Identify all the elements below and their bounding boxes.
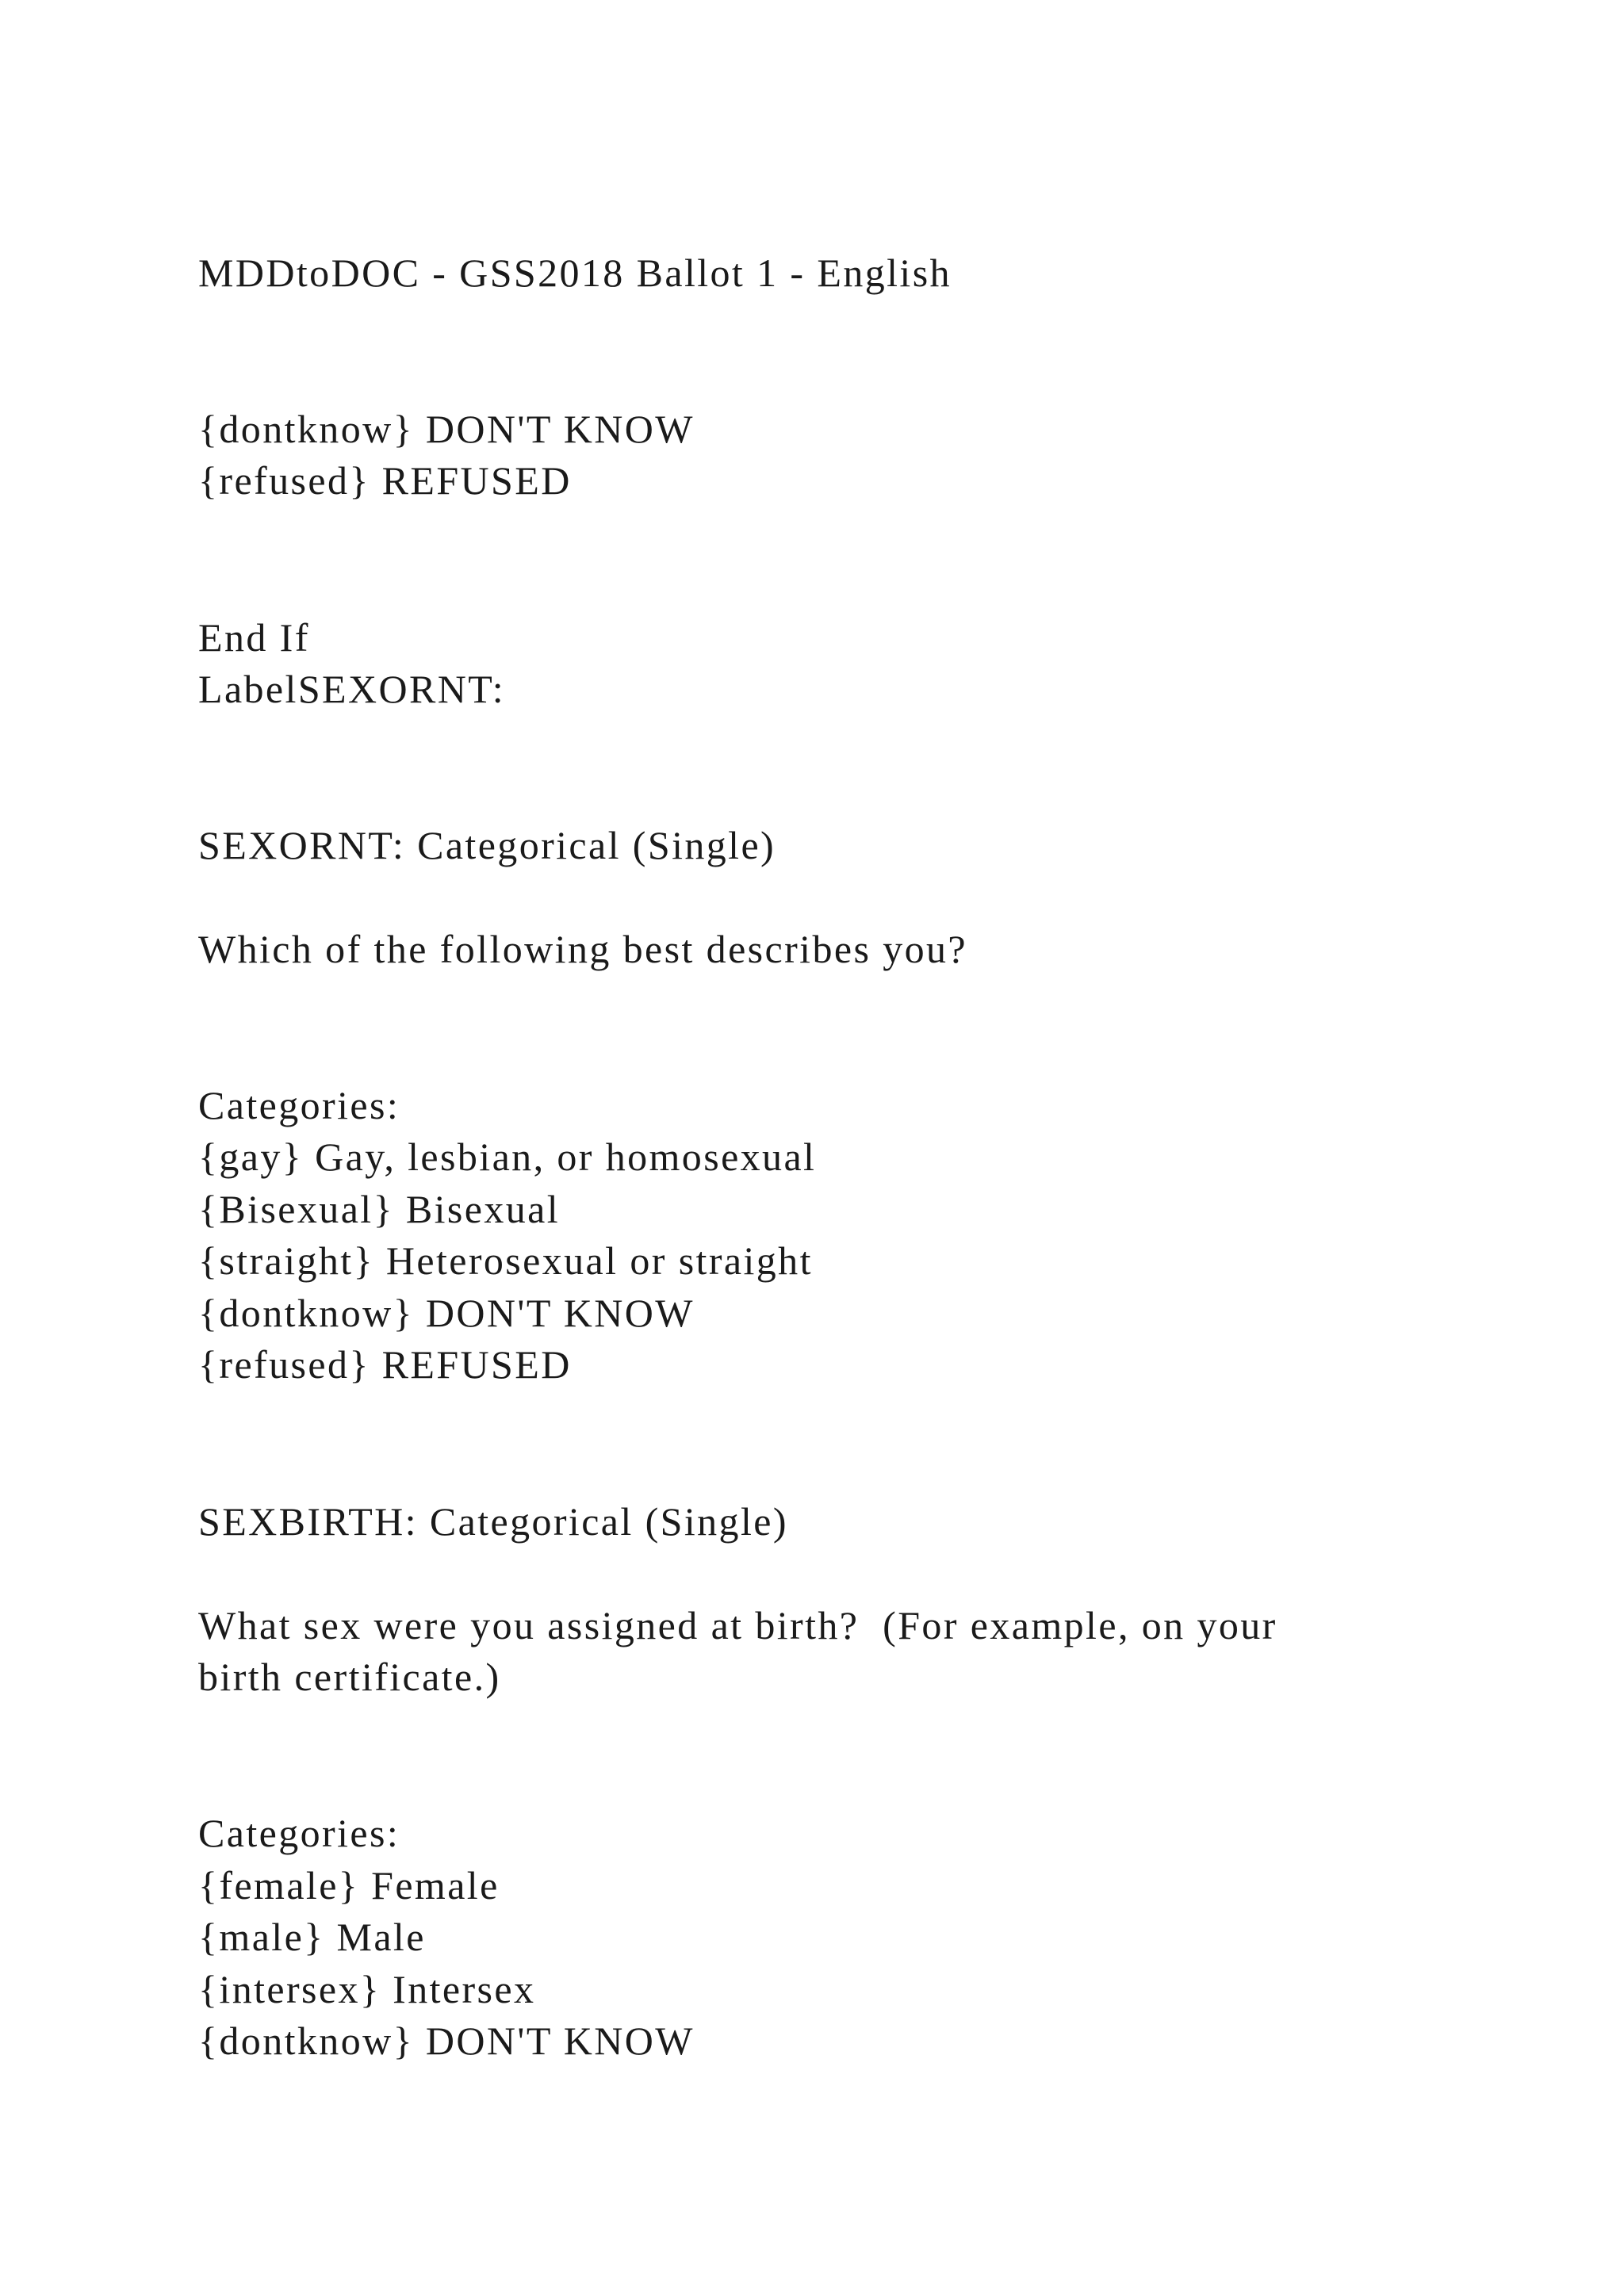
- category-item: {refused} REFUSED: [198, 1342, 572, 1387]
- category-item: {female} Female: [198, 1863, 500, 1908]
- category-item: {straight} Heterosexual or straight: [198, 1238, 813, 1283]
- category-item: {dontknow} DON'T KNOW: [198, 407, 695, 451]
- sexornt-heading: SEXORNT: Categorical (Single): [198, 823, 776, 867]
- sexbirth-categories-label: Categories:: [198, 1811, 400, 1855]
- category-item: {male} Male: [198, 1915, 426, 1959]
- category-item: {Bisexual} Bisexual: [198, 1187, 561, 1231]
- category-item: {intersex} Intersex: [198, 1967, 536, 2011]
- sexornt-categories-label: Categories:: [198, 1083, 400, 1127]
- category-item: {dontknow} DON'T KNOW: [198, 1291, 695, 1335]
- category-item: {gay} Gay, lesbian, or homosexual: [198, 1135, 817, 1179]
- end-if-statement: End If: [198, 615, 310, 660]
- sexbirth-question-line: What sex were you assigned at birth? (For example, on your: [198, 1603, 1277, 1647]
- document-header: MDDtoDOC - GSS2018 Ballot 1 - English: [198, 251, 952, 295]
- sexbirth-question-line: birth certificate.): [198, 1655, 501, 1699]
- sexbirth-heading: SEXBIRTH: Categorical (Single): [198, 1499, 788, 1544]
- category-item: {dontknow} DON'T KNOW: [198, 2019, 695, 2063]
- label-statement: LabelSEXORNT:: [198, 667, 505, 711]
- category-item: {refused} REFUSED: [198, 458, 572, 503]
- sexornt-question: Which of the following best describes you?: [198, 927, 968, 971]
